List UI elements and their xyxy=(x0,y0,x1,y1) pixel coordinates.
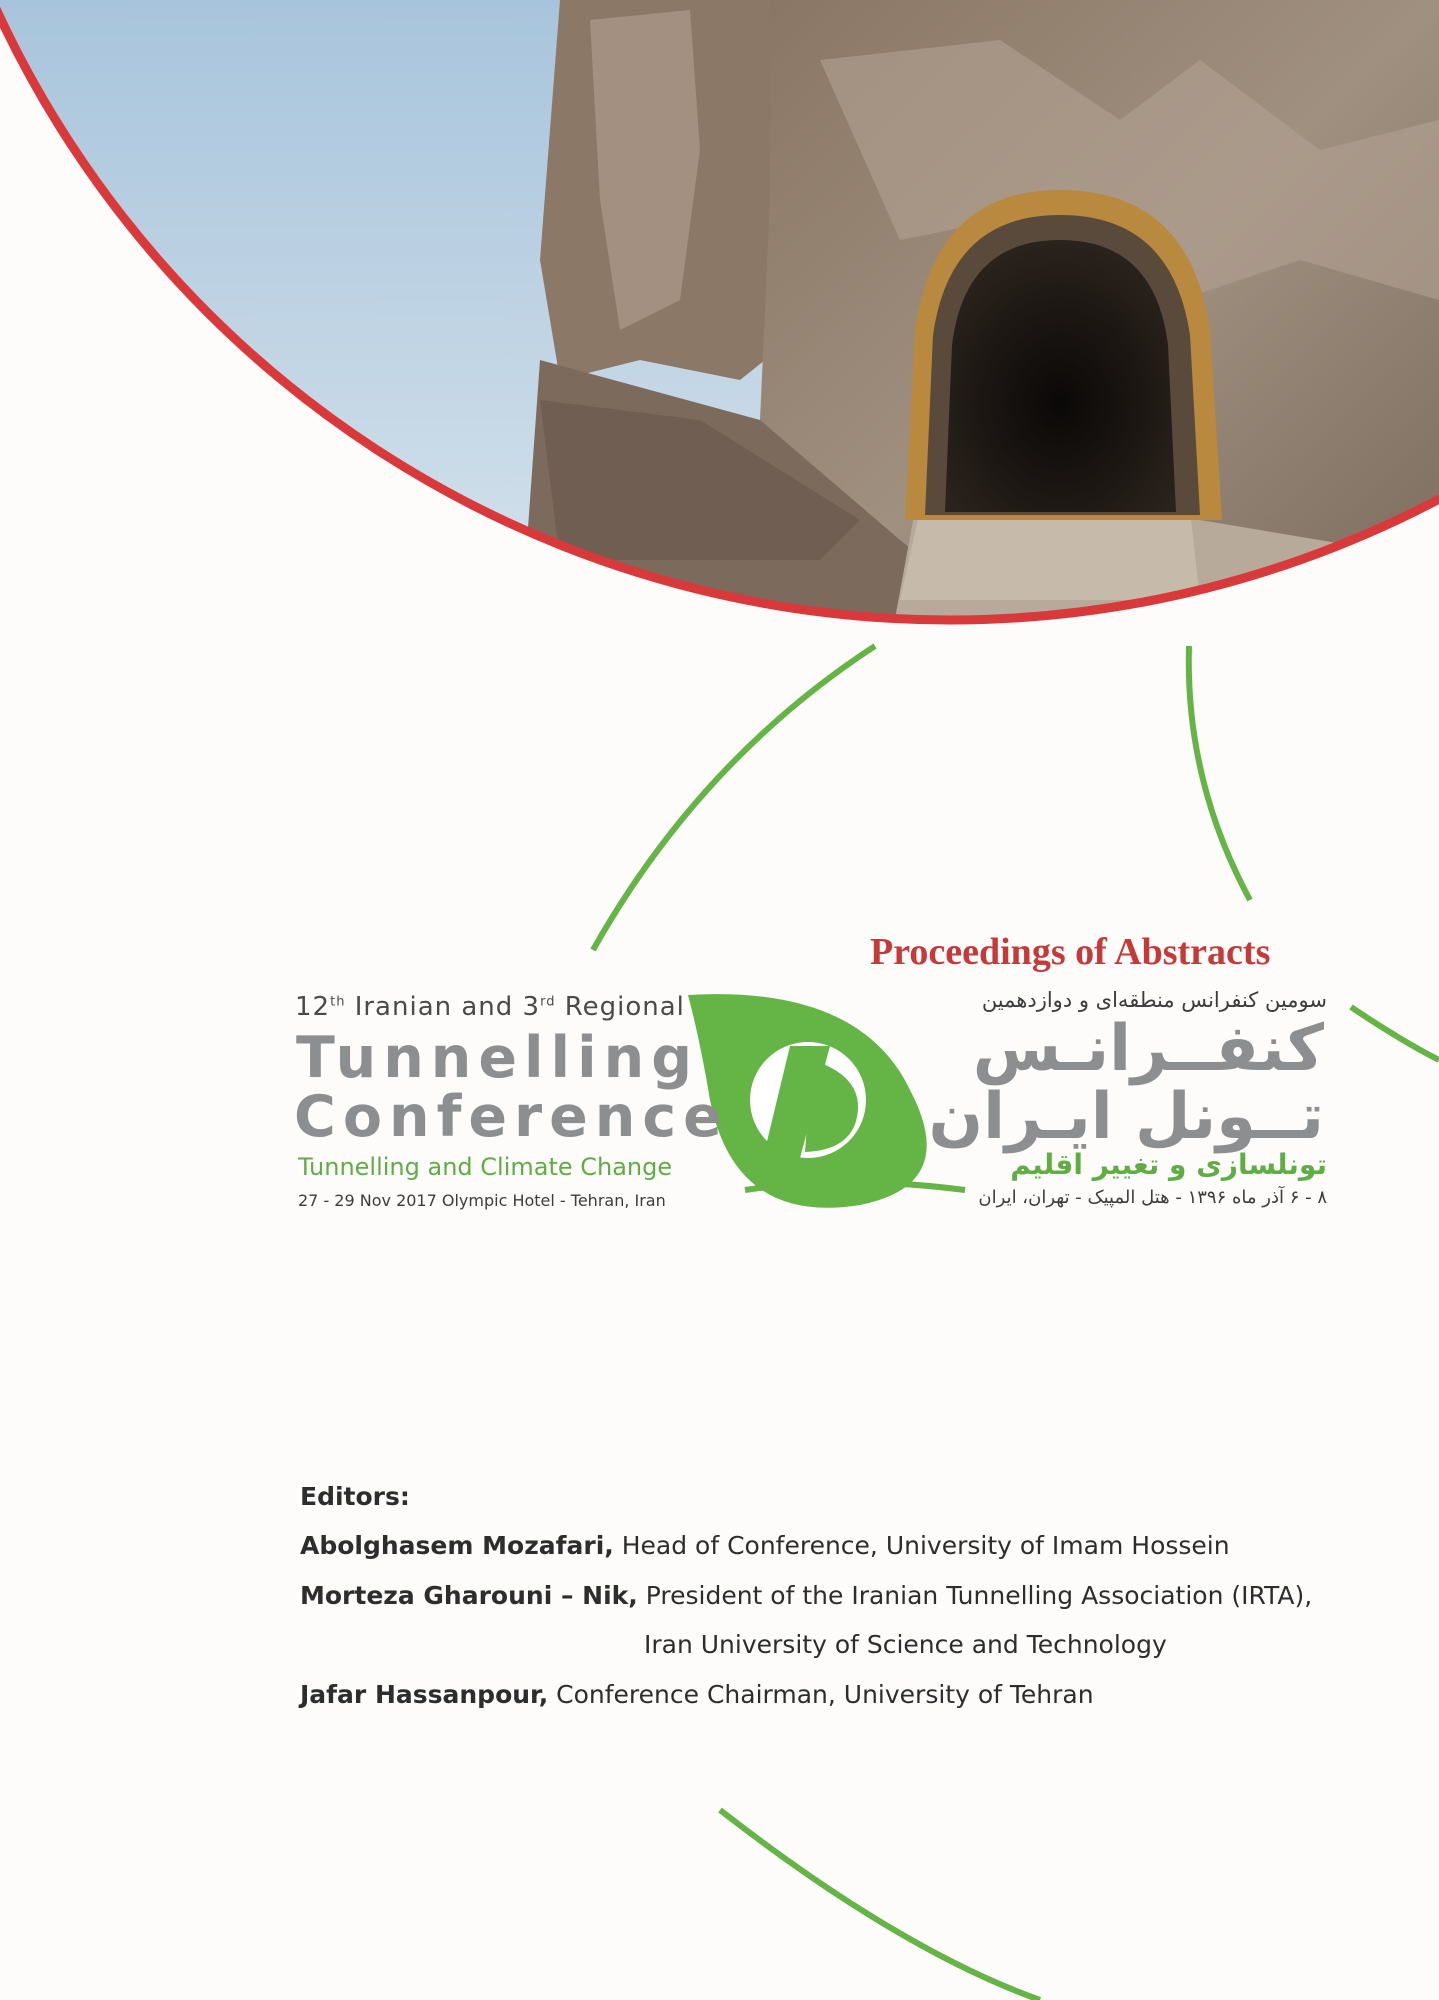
conference-theme: Tunnelling and Climate Change xyxy=(298,1153,673,1181)
editor-role: President of the Iranian Tunnelling Association (IRTA), xyxy=(637,1581,1313,1610)
editors-heading: Editors: xyxy=(300,1482,410,1511)
edition-end: Regional xyxy=(555,992,685,1022)
editor-role-continued: Iran University of Science and Technology xyxy=(644,1630,1167,1659)
edition-num-1: 12 xyxy=(295,992,331,1022)
edition-sup-1: th xyxy=(330,994,346,1010)
edition-mid: Iranian and 3 xyxy=(345,992,541,1022)
editor-entry xyxy=(300,1581,1312,1610)
persian-subtitle: سومین کنفرانس منطقه‌ای و دوازدهمین xyxy=(981,988,1327,1012)
conference-name-line2: Conference xyxy=(294,1084,729,1150)
editor-entry xyxy=(300,1531,1230,1560)
editor-entry xyxy=(300,1680,1094,1709)
editor-role: Head of Conference, University of Imam Hossein xyxy=(613,1531,1230,1560)
proceedings-title: Proceedings of Abstracts xyxy=(870,931,1271,973)
editor-name: Morteza Gharouni – Nik, xyxy=(300,1581,638,1610)
persian-title-line1: کنفــرانـس xyxy=(972,1012,1324,1086)
edition-sup-2: rd xyxy=(540,994,556,1010)
editor-name: Jafar Hassanpour, xyxy=(300,1680,549,1709)
conference-dates: 27 - 29 Nov 2017 Olympic Hotel - Tehran, Iran xyxy=(298,1191,666,1210)
conference-edition xyxy=(295,992,685,1022)
conference-name-line1: Tunnelling xyxy=(296,1025,700,1091)
conference-leaf-logo xyxy=(688,994,965,1208)
editor-name: Abolghasem Mozafari, xyxy=(300,1531,614,1560)
persian-dates: ۸ - ۶ آذر ماه ۱۳۹۶ - هتل المپیک - تهران، ایران xyxy=(978,1187,1327,1208)
green-arcs xyxy=(593,646,1439,2000)
persian-theme: تونلسازی و تغییر اقلیم xyxy=(1010,1148,1327,1181)
editor-role: Conference Chairman, University of Tehran xyxy=(548,1680,1094,1709)
persian-title-line2: تــونل ایـران xyxy=(928,1080,1324,1154)
